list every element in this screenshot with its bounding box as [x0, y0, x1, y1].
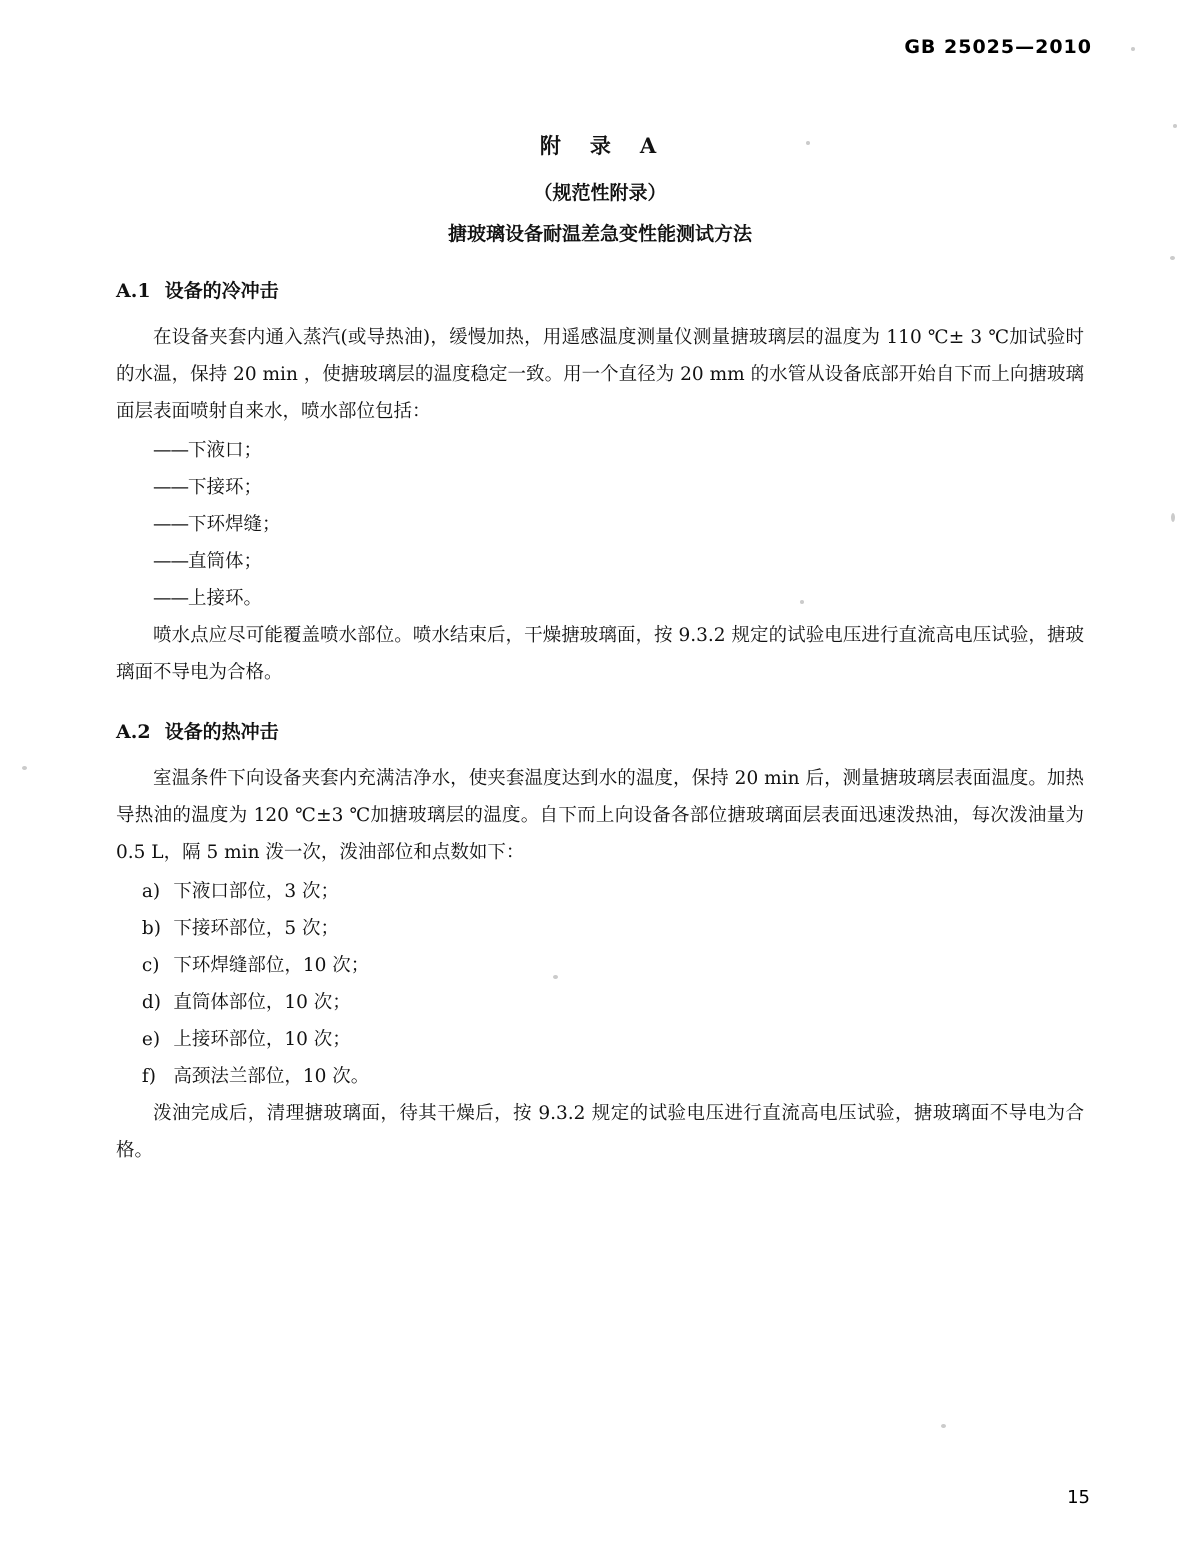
list-item [116, 947, 1084, 984]
list-item-label: 下环焊缝部位，10 次； [173, 955, 370, 976]
list-item [116, 984, 1084, 1021]
paragraph-a1-1: 在设备夹套内通入蒸汽(或导热油)，缓慢加热，用遥感温度测量仪测量搪玻璃层的温度为 110 ℃± 3 ℃加试验时的水温，保持 20 min ，使搪玻璃层的温度稳定一致。用一个直径为 20 mm 的水管从设备底部开始自下而上向搪玻璃面层表面喷射自来水，喷水部位包括： [116, 327, 1084, 422]
scan-speck [1131, 47, 1135, 51]
list-item [116, 432, 1084, 469]
list-item-marker: a) [141, 881, 161, 902]
list-item-marker: e) [141, 1029, 161, 1050]
list-item-marker: c) [141, 955, 160, 976]
list-item [116, 1058, 1084, 1095]
em-dash: —— [153, 440, 188, 461]
clause-title-a1: 设备的冷冲击 [164, 280, 279, 302]
scan-speck [1170, 256, 1175, 260]
list-item-label: 下环焊缝； [188, 514, 281, 535]
clause-title-a2: 设备的热冲击 [164, 721, 279, 743]
paragraph-a2-closing: 泼油完成后，清理搪玻璃面，待其干燥后，按 9.3.2 规定的试验电压进行直流高电压试验，搪玻璃面不导电为合格。 [116, 1103, 1084, 1161]
page-number: 15 [1067, 1487, 1090, 1508]
list-item-label: 直筒体； [188, 551, 263, 572]
list-item-label: 下接环部位，5 次； [173, 918, 339, 939]
list-item [116, 873, 1084, 910]
scan-speck [1173, 124, 1177, 128]
list-item [116, 1021, 1084, 1058]
scan-speck [941, 1424, 946, 1428]
clause-number-a1: A.1 [116, 280, 151, 302]
annex-title: 附 录 A [539, 133, 661, 158]
annex-subtitle: （规范性附录） [533, 182, 667, 204]
em-dash: —— [153, 514, 188, 535]
list-item-label: 下接环； [188, 477, 263, 498]
scan-speck [22, 766, 27, 770]
paragraph-a2-1: 室温条件下向设备夹套内充满洁净水，使夹套温度达到水的温度，保持 20 min 后，测量搪玻璃层表面温度。加热导热油的温度为 120 ℃±3 ℃加搪玻璃层的温度。自下而上向设备各部位搪玻璃面层表面迅速泼热油，每次泼油量为 0.5 L，隔 5 min 泼一次，泼油部位和点数如下： [116, 768, 1084, 863]
list-item-marker: d) [141, 992, 161, 1013]
em-dash: —— [153, 477, 188, 498]
list-item [116, 543, 1084, 580]
scan-speck [1171, 513, 1175, 522]
clause-number-a2: A.2 [116, 721, 151, 743]
annex-name: 搪玻璃设备耐温差急变性能测试方法 [447, 223, 752, 245]
document-content [116, 130, 1084, 1171]
paragraph-a1-closing: 喷水点应尽可能覆盖喷水部位。喷水结束后，干燥搪玻璃面，按 9.3.2 规定的试验电压进行直流高电压试验，搪玻璃面不导电为合格。 [116, 625, 1084, 683]
list-item-label: 上接环。 [188, 588, 263, 609]
list-item-label: 上接环部位，10 次； [173, 1029, 351, 1050]
em-dash: —— [153, 588, 188, 609]
list-item-label: 直筒体部位，10 次； [173, 992, 351, 1013]
list-item-label: 高颈法兰部位，10 次。 [173, 1066, 370, 1087]
list-item-label: 下液口； [188, 440, 263, 461]
list-item-marker: f) [141, 1066, 156, 1087]
page-header-standard-number: GB 25025—2010 [904, 36, 1092, 58]
list-item [116, 910, 1084, 947]
clause-heading-a1 [116, 276, 1084, 303]
list-item-marker: b) [141, 918, 161, 939]
clause-heading-a2 [116, 717, 1084, 744]
em-dash: —— [153, 551, 188, 572]
list-item [116, 580, 1084, 617]
list-item [116, 506, 1084, 543]
alpha-list-a2 [116, 873, 1084, 1095]
list-item-label: 下液口部位，3 次； [173, 881, 339, 902]
list-item [116, 469, 1084, 506]
dash-list-a1 [116, 432, 1084, 617]
